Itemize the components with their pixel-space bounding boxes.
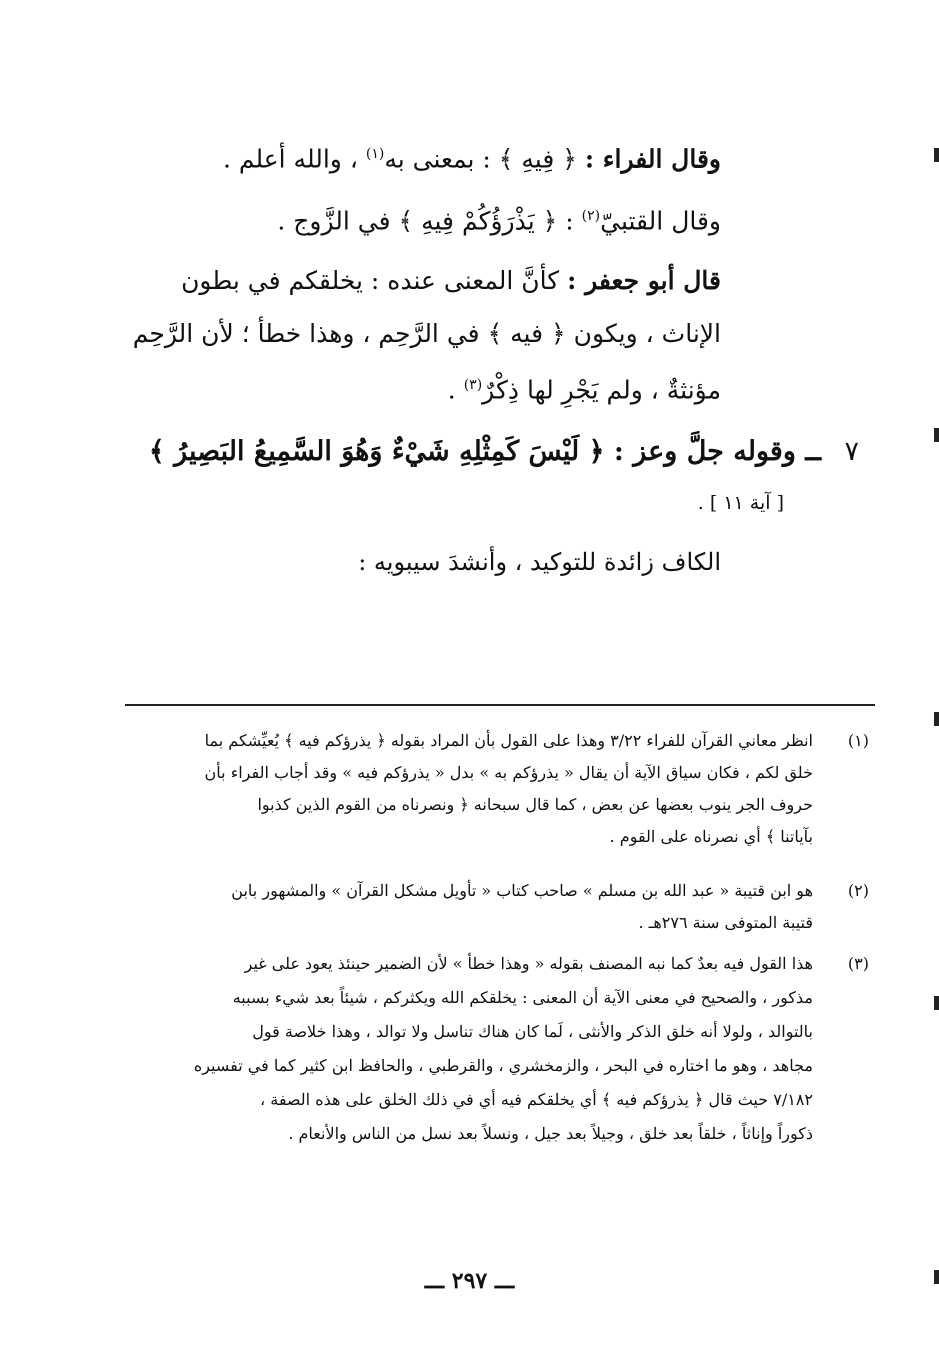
footnote-1 bbox=[129, 726, 869, 876]
footnote-line: حروف الجر ينوب بعضها عن بعض ، كما قال سبحانه ﴿ ونصرناه من القوم الذين كذبوا bbox=[257, 795, 813, 814]
page-number: ـــ ٢٩٧ ـــ bbox=[424, 1268, 515, 1294]
scan-edge-mark bbox=[934, 1270, 939, 1284]
ayah-text: ــ وقوله جلَّ وعز : ﴿ لَيْسَ كَمِثْلِهِ شَيْءٌ وَهُوَ السَّمِيعُ البَصِيرُ ﴾ bbox=[148, 436, 822, 467]
text: . bbox=[447, 375, 456, 405]
footnote-3 bbox=[129, 949, 869, 1159]
text: مؤنثةٌ ، ولم يَجْرِ لها ذِكْرٌ bbox=[482, 375, 721, 405]
footnote-line: قتيبة المتوفى سنة ٢٧٦هـ . bbox=[638, 913, 813, 932]
quote: ﴿ فِيهِ ﴾ : بمعنى به bbox=[384, 144, 577, 174]
footnote-number: (٣) bbox=[847, 954, 869, 973]
footnote-line: بآياتنا ﴾ أي نصرناه على القوم . bbox=[609, 827, 813, 846]
footnote-line: ٧/١٨٢ حيث قال ﴿ يذرؤكم فيه ﴾ أي يخلقكم فيه أي في ذلك الخلق على هذه الصفة ، bbox=[259, 1090, 813, 1109]
quote: : ﴿ يَذْرَؤُكُمْ فِيهِ ﴾ في الزَّوج . bbox=[277, 206, 574, 236]
footnote-line: مذكور ، والصحيح في معنى الآية أن المعنى : يخلقكم الله ويكثركم ، شيئاً بعد شيء بسببه bbox=[232, 988, 813, 1007]
footnote-line: هو ابن قتيبة « عبد الله بن مسلم » صاحب كتاب « تأويل مشكل القرآن » والمشهور بابن bbox=[231, 881, 813, 900]
ayah-line bbox=[128, 428, 859, 476]
footnote-ref-2[interactable]: (٢) bbox=[581, 208, 601, 224]
footnote-ref-1[interactable]: (١) bbox=[365, 146, 385, 162]
footnote-line: انظر معاني القرآن للفراء ٣/٢٢ وهذا على القول بأن المراد بقوله ﴿ يذرؤكم فيه ﴾ يُعيِّشكم بما bbox=[204, 731, 813, 750]
text-line-3 bbox=[128, 258, 721, 304]
text-line-1 bbox=[128, 131, 721, 182]
ayah-reference: [ آية ١١ ] . bbox=[697, 492, 784, 514]
speaker-label: وقال القتبيّ bbox=[600, 206, 721, 236]
text: ، والله أعلم . bbox=[222, 144, 358, 174]
scan-edge-mark bbox=[934, 428, 939, 442]
text: كأنَّ المعنى عنده : يخلقكم في بطون bbox=[181, 266, 560, 295]
footnote-number: (١) bbox=[847, 731, 869, 750]
text-line-8: الكاف زائدة للتوكيد ، وأنشدَ سيبويه : bbox=[358, 548, 721, 576]
text-line-4: الإناث ، ويكون ﴿ فيه ﴾ في الرَّحِم ، وهذا خطأ ؛ لأن الرَّحِم bbox=[132, 319, 721, 348]
speaker-label: قال أبو جعفر : bbox=[567, 266, 721, 295]
footnote-line: بالتوالد ، ولولا أنه خلق الذكر والأنثى ، لَما كان هناك تناسل ولا توالد ، وهذا خلاصة قول bbox=[252, 1022, 813, 1041]
footnote-2 bbox=[129, 876, 869, 946]
speaker-label: وقال الفراء : bbox=[584, 144, 721, 174]
scan-edge-mark bbox=[934, 148, 939, 162]
footnote-line: هذا القول فيه بعدٌ كما نبه المصنف بقوله « وهذا خطأ » لأن الضمير حينئذ يعود على غير bbox=[244, 954, 813, 973]
text-line-2 bbox=[128, 193, 721, 244]
text-line-5 bbox=[128, 362, 721, 413]
scan-edge-mark bbox=[934, 712, 939, 726]
footnote-line: مجاهد ، وهو ما اختاره في البحر ، والزمخشري ، والقرطبي ، والحافظ ابن كثير كما في تفسيره bbox=[193, 1056, 813, 1075]
footnote-number: (٢) bbox=[847, 881, 869, 900]
scan-edge-mark bbox=[934, 996, 939, 1010]
footnote-line: ذكوراً وإناثاً ، خلقاً بعد خلق ، وجيلاً بعد جيل ، ونسلاً بعد نسل من الناس والأنعام . bbox=[288, 1124, 813, 1143]
footnote-line: خلق لكم ، فكان سياق الآية أن يقال « يذرؤكم به » بدل « يذرؤكم فيه » وقد أجاب الفراء بأن bbox=[204, 763, 813, 782]
item-number: ٧ bbox=[844, 436, 859, 467]
footnote-ref-3[interactable]: (٣) bbox=[463, 377, 483, 393]
footnote-divider bbox=[125, 704, 875, 706]
